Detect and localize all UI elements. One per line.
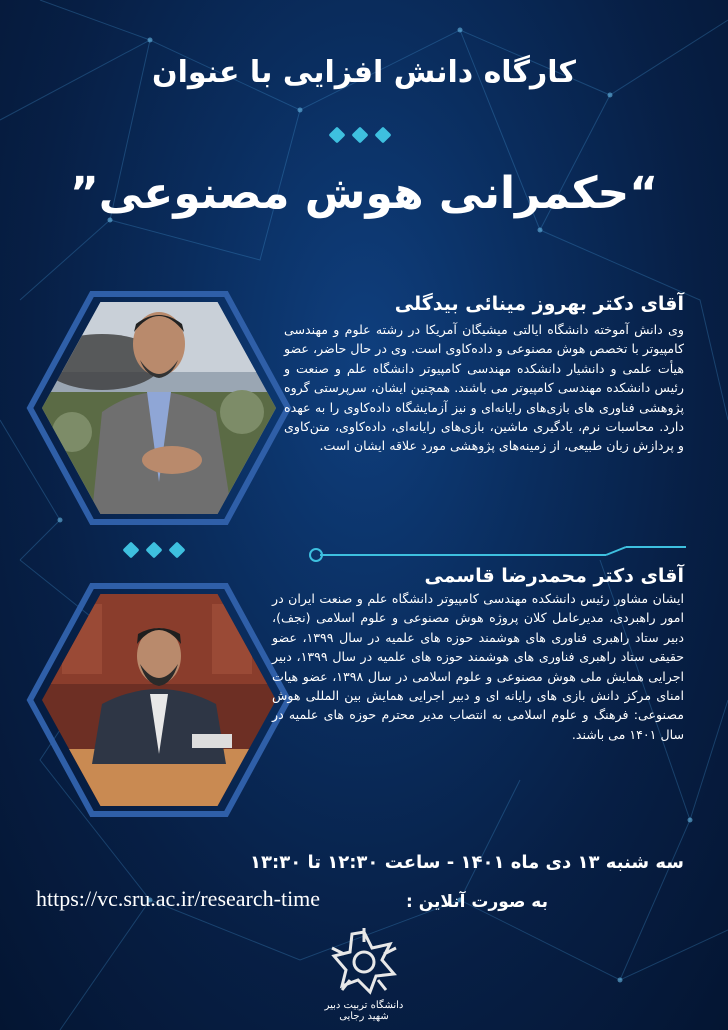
- decorative-line: [306, 545, 686, 565]
- speaker-1-bio: وی دانش آموخته دانشگاه ایالتی میشیگان آمریکا در رشته علوم و مهندسی کامپیوتر با تخصص هوش مصنوعی و داده‌کاوی است. وی در حال حاضر، عضو هیأت علمی و دانشیار دانشکده مهندسی کامپیوتر دانشگاه علم و صنعت و رئیس دانشکده مهندسی کامپیوتر می باشند. همچنین ایشان، سرپرستی گروه پژوهشی فناوری های بازی‌های رایانه‌ای و نیز آزمایشگاه داده‌کاوی را به عهده دارد. محاسبات نرم، یادگیری ماشین، بازی‌های رایانه‌ای، داده‌کاوی، متن‌کاوی و پردازش زبان طبیعی، از زمینه‌های پژوهشی مورد علاقه ایشان است.: [284, 322, 684, 454]
- university-logo: [318, 924, 410, 1024]
- university-name: دانشگاه تربیت دبیر شهید رجایی: [324, 1000, 404, 1022]
- speaker-2-bio: ایشان مشاور رئیس دانشکده مهندسی کامپیوتر دانشگاه علم و صنعت ایران در امور راهبردی، مدیرعامل کلان پروژه هوش مصنوعی و علوم اسلامی (نجف)، دبیر ستاد راهبری فناوری های هوشمند حوزه های علمیه در سال ۱۳۹۹، عضو حقیقی ستاد راهبری فناوری های هوشمند حوزه های علمیه در سال ۱۳۹۹، دبیر اجرایی همایش ملی هوش مصنوعی و علوم اسلامی در سال ۱۳۹۸، عضو هیات امنای مرکز دانش بازی های رایانه ای و دبیر اجرایی همایش بین المللی هوش مصنوعی: فرهنگ و علوم اسلامی به انتصاب مدیر محترم حوزه های علمیه در سال ۱۴۰۱ می باشند.: [272, 591, 685, 742]
- speaker-2-name: آقای دکتر محمدرضا قاسمی: [424, 565, 684, 587]
- university-logo-icon: [318, 924, 410, 1000]
- event-datetime: سه شنبه ۱۳ دی ماه ۱۴۰۱ - ساعت ۱۲:۳۰ تا ۱۳:۳۰: [250, 852, 684, 873]
- diamond-dots-icon: [330, 128, 390, 142]
- workshop-title: کارگاه دانش افزایی با عنوان: [152, 55, 576, 90]
- workshop-topic: “حکمرانی هوش مصنوعی”: [69, 168, 659, 219]
- speaker-1-name: آقای دکتر بهروز مینائی بیدگلی: [394, 293, 684, 315]
- online-label: به صورت آنلاین :: [405, 892, 548, 912]
- diamond-dots-icon: [124, 543, 184, 557]
- event-link[interactable]: https://vc.sru.ac.ir/research-time: [36, 886, 321, 911]
